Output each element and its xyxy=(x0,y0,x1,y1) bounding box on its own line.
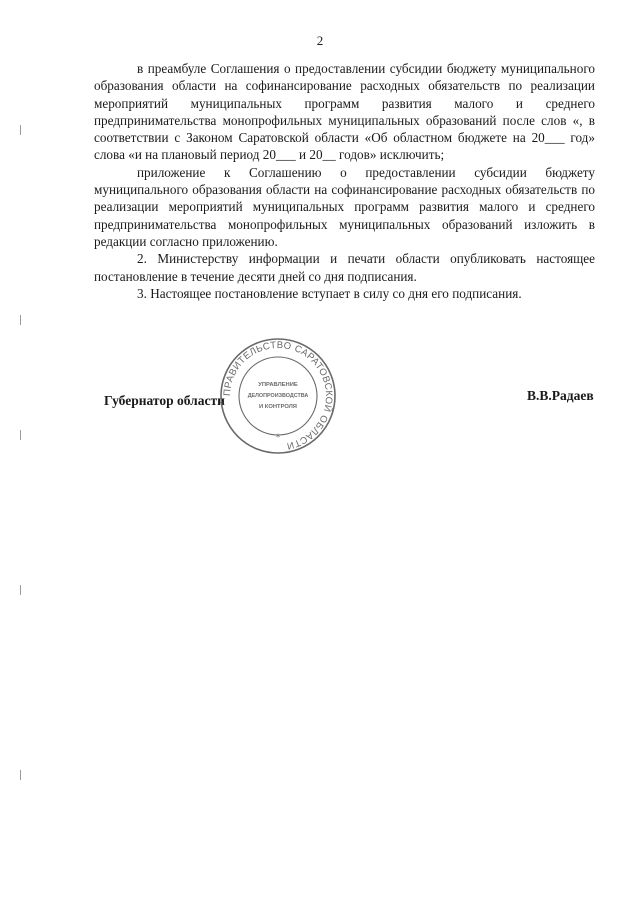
paragraph-appendix-amendment: приложение к Соглашению о предоставлении субсидии бюджету муниципального образования области на софинансирование расходных обязательств по реализации мероприятий муниципальных программ развития малого и среднего предпринимательства монопрофильных муниципальных образований изложить в редакции согласно приложению. xyxy=(94,164,595,249)
page-number: 2 xyxy=(316,33,324,48)
scan-edge-mark xyxy=(20,125,21,135)
paragraph-effective-date: 3. Настоящее постановление вступает в силу со дня его подписания. xyxy=(137,285,522,301)
seal-inner-line-3: И КОНТРОЛЯ xyxy=(259,404,297,410)
signatory-name: В.В.Радаев xyxy=(527,388,594,403)
document-body xyxy=(94,60,595,302)
seal-outer-text: ПРАВИТЕЛЬСТВО САРАТОВСКОЙ ОБЛАСТИ xyxy=(221,339,335,452)
paragraph-preamble-amendment: в преамбуле Соглашения о предоставлении субсидии бюджету муниципального образования области на софинансирование расходных обязательств по реализации мероприятий муниципальных программ развития малого и среднего предпринимательства монопрофильных муниципальных образований после слов «, в соответствии с Законом Саратовской области «Об областном бюджете на 20___ год» слова «и на плановый период 20___ и 20__ годов» исключить; xyxy=(94,61,595,163)
official-seal xyxy=(218,336,338,456)
paragraph-publication: 2. Министерству информации и печати области опубликовать настоящее постановление в течение десяти дней со дня подписания. xyxy=(94,251,595,284)
seal-star: * xyxy=(275,433,281,443)
signatory-title: Губернатор области xyxy=(104,393,225,408)
seal-inner-line-2: ДЕЛОПРОИЗВОДСТВА xyxy=(247,393,309,399)
scan-edge-mark xyxy=(20,770,21,780)
scan-edge-mark xyxy=(20,585,21,595)
scan-edge-mark xyxy=(20,315,21,325)
scan-edge-mark xyxy=(20,430,21,440)
seal-inner-line-1: УПРАВЛЕНИЕ xyxy=(258,382,298,388)
